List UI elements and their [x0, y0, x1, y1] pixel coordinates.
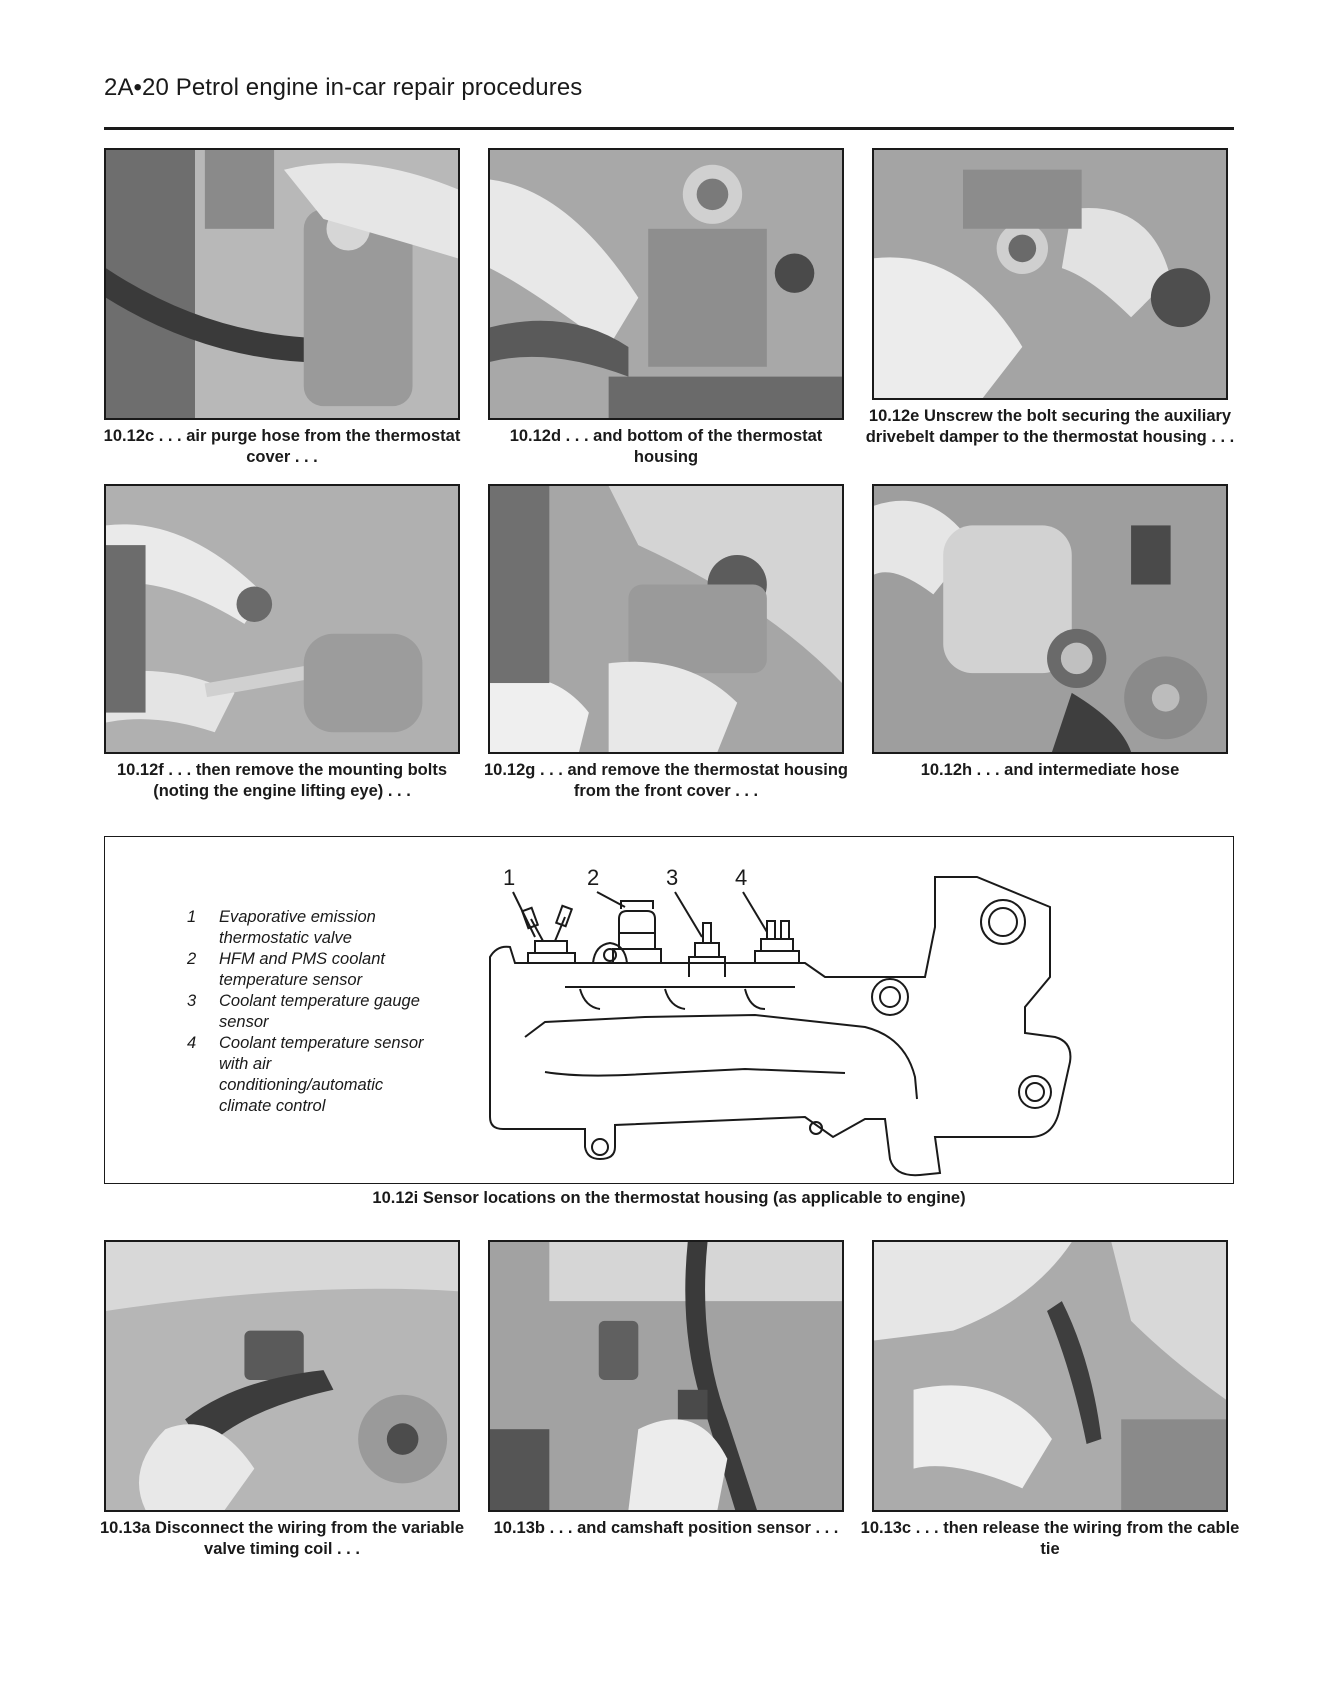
photo-10-13a: [104, 1240, 460, 1512]
legend-item: 1 Evaporative emission thermostatic valve: [187, 908, 376, 947]
photo-10-13c: [872, 1240, 1228, 1512]
thermostat-housing-drawing: [105, 837, 1232, 1182]
photo-10-13b: [488, 1240, 844, 1512]
caption-10-12e: 10.12e Unscrew the bolt securing the auxiliary drivebelt damper to the thermostat housing . . .: [865, 407, 1235, 446]
caption-10-12c: 10.12c . . . air purge hose from the thermostat cover . . .: [103, 427, 461, 466]
page-title: 2A•20 Petrol engine in-car repair procedures: [104, 74, 583, 101]
callout-4: 4: [735, 865, 748, 890]
photo-10-12d: [488, 148, 844, 420]
caption-10-12d: 10.12d . . . and bottom of the thermostat housing: [509, 427, 823, 466]
caption-10-13c: 10.13c . . . then release the wiring from the cable tie: [860, 1519, 1240, 1558]
caption-10-12f: 10.12f . . . then remove the mounting bolts (noting the engine lifting eye) . . .: [116, 761, 448, 800]
callout-1: 1: [503, 865, 516, 890]
diagram-10-12i: [104, 836, 1234, 1184]
photo-10-12c: [104, 148, 460, 420]
callout-3: 3: [666, 865, 679, 890]
caption-10-12g: 10.12g . . . and remove the thermostat housing from the front cover . . .: [484, 761, 848, 800]
photo-10-12g: [488, 484, 844, 754]
callout-2: 2: [587, 865, 600, 890]
header-rule: [104, 127, 1234, 130]
photo-10-12h: [872, 484, 1228, 754]
caption-10-13a: 10.13a Disconnect the wiring from the variable valve timing coil . . .: [99, 1519, 465, 1558]
legend-item: 3 Coolant temperature gauge sensor: [187, 992, 420, 1031]
legend-item: 2 HFM and PMS coolant temperature sensor: [187, 950, 385, 989]
legend-item: 4 Coolant temperature sensor with air conditioning/automatic climate control: [187, 1034, 424, 1115]
caption-10-13b: 10.13b . . . and camshaft position sensor . . .: [493, 1519, 839, 1537]
caption-10-12i: 10.12i Sensor locations on the thermostat housing (as applicable to engine): [372, 1189, 966, 1207]
photo-10-12e: [872, 148, 1228, 400]
caption-10-12h: 10.12h . . . and intermediate hose: [920, 761, 1180, 779]
photo-10-12f: [104, 484, 460, 754]
